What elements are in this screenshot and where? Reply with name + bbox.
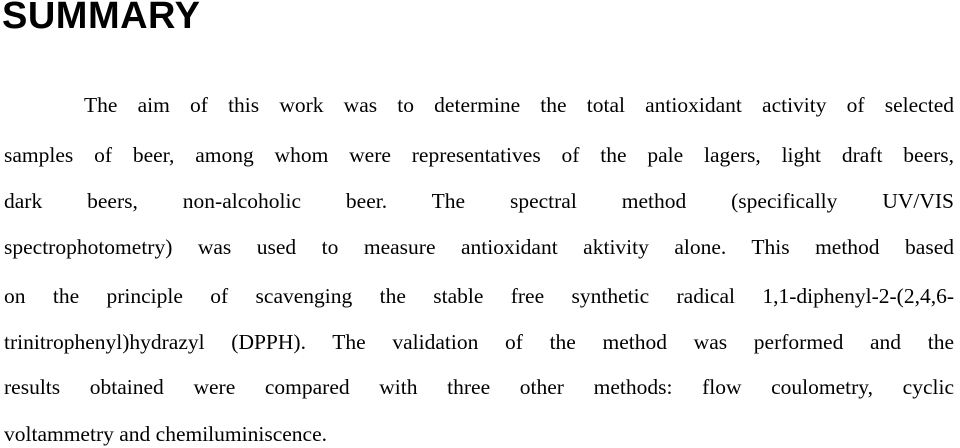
paragraph-line: results obtained were compared with three other methods: flow coulometry, cyclic	[4, 375, 954, 399]
paragraph-line: The aim of this work was to determine the total antioxidant activity of selected	[84, 93, 954, 117]
summary-heading: SUMMARY	[2, 0, 201, 37]
paragraph-line: voltammetry and chemiluminiscence.	[4, 422, 327, 446]
paragraph-line: spectrophotometry) was used to measure antioxidant aktivity alone. This method based	[4, 235, 954, 259]
paragraph-line: trinitrophenyl)hydrazyl (DPPH). The validation of the method was performed and the	[4, 330, 954, 354]
paragraph-line: samples of beer, among whom were representatives of the pale lagers, light draft beers,	[4, 143, 954, 167]
paragraph-line: on the principle of scavenging the stable free synthetic radical 1,1-diphenyl-2-(2,4,6-	[4, 284, 954, 308]
paragraph-line: dark beers, non-alcoholic beer. The spectral method (specifically UV/VIS	[4, 189, 954, 213]
